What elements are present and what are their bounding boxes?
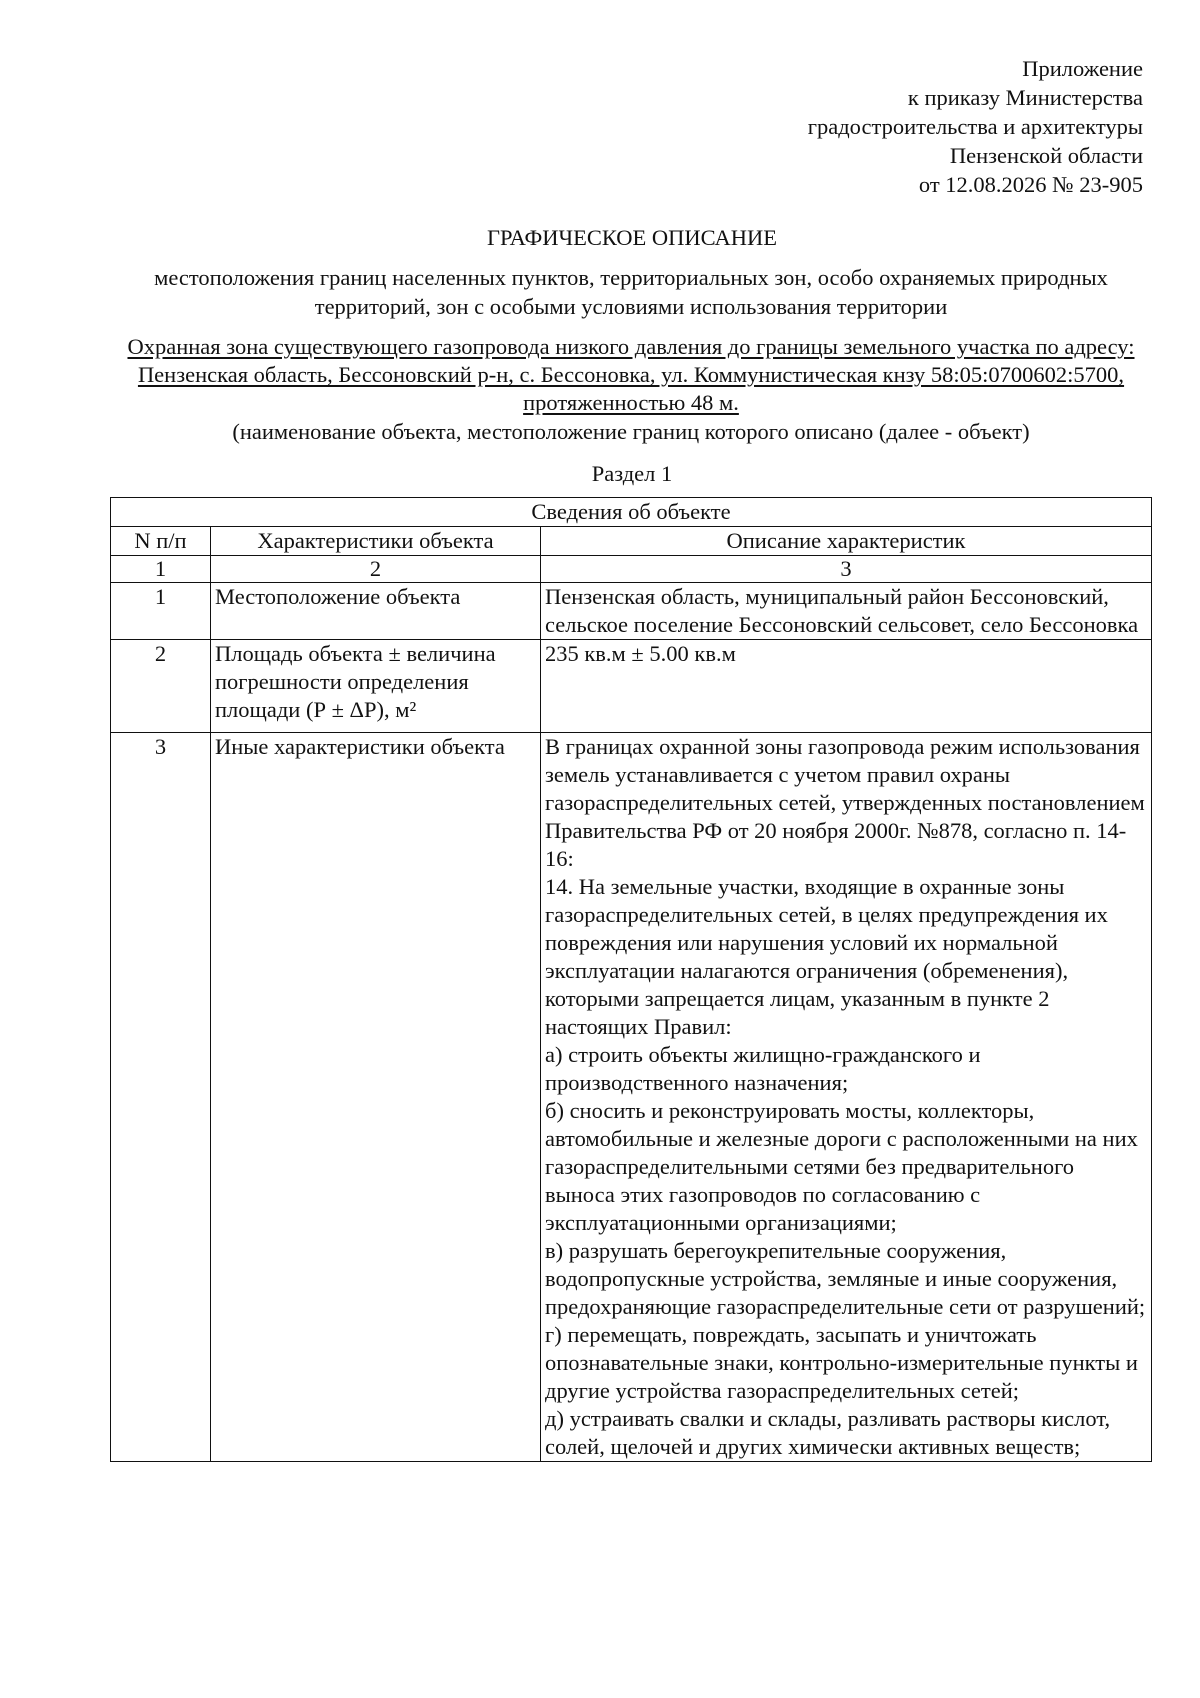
section-title: Раздел 1 xyxy=(591,461,673,486)
table-caption: Сведения об объекте xyxy=(111,498,1152,527)
object-info-table xyxy=(110,497,1152,1462)
description-paragraph: В границах охранной зоны газопровода режим использования земель устанавливается с учетом правил охраны газораспределительных сетей, утвержденных постановлением Правительства РФ от 20 ноября 2000г. №878, согласно п. 14-16: xyxy=(545,734,1145,871)
appendix-line: к приказу Министерства xyxy=(907,85,1143,110)
row-number: 3 xyxy=(111,733,211,1462)
description-paragraph: а) строить объекты жилищно-гражданского и производственного назначения; xyxy=(545,1042,981,1095)
header-characteristic: Характеристики объекта xyxy=(211,527,541,556)
row-number: 1 xyxy=(111,583,211,640)
column-number: 3 xyxy=(541,556,1152,583)
document-title: ГРАФИЧЕСКОЕ ОПИСАНИЕ xyxy=(486,225,778,250)
table-row xyxy=(111,640,1152,733)
row-characteristic: Местоположение объекта xyxy=(211,583,541,640)
document-subtitle: местоположения границ населенных пунктов, территориальных зон, особо охраняемых природных территорий, зон с особыми условиями использования территории xyxy=(154,265,1108,319)
object-caption: (наименование объекта, местоположение границ которого описано (далее - объект) xyxy=(232,419,1030,444)
table-row xyxy=(111,583,1152,640)
appendix-block xyxy=(808,54,1143,199)
column-number: 1 xyxy=(111,556,211,583)
row-number: 2 xyxy=(111,640,211,733)
header-number: N п/п xyxy=(111,527,211,556)
row-description: Пензенская область, муниципальный район Бессоновский, сельское поселение Бессоновский сельсовет, село Бессоновка xyxy=(541,583,1152,640)
object-name: Охранная зона существующего газопровода низкого давления до границы земельного участка по адресу: Пензенская область, Бессоновский р-н, с. Бессоновка, ул. Коммунистическая кнзу 58:05:0700602:5700, протяженностью 48 м. xyxy=(127,334,1135,415)
row-description-block xyxy=(541,733,1152,1462)
appendix-line: градостроительства и архитектуры xyxy=(807,114,1143,139)
appendix-order-date: от 12.08.2026 № 23-905 xyxy=(918,172,1143,197)
table-caption-row xyxy=(111,498,1152,527)
table-column-numbers-row xyxy=(111,556,1152,583)
header-description: Описание характеристик xyxy=(541,527,1152,556)
column-number: 2 xyxy=(211,556,541,583)
description-paragraph: в) разрушать берегоукрепительные сооружения, водопропускные устройства, земляные и иные сооружения, предохраняющие газораспределительные сети от разрушений; xyxy=(545,1238,1146,1319)
appendix-line: Пензенской области xyxy=(949,143,1143,168)
row-characteristic: Иные характеристики объекта xyxy=(211,733,541,1462)
row-characteristic: Площадь объекта ± величина погрешности определения площади (Р ± ΔР), м² xyxy=(211,640,541,733)
description-paragraph: б) сносить и реконструировать мосты, коллекторы, автомобильные и железные дороги с расположенными на них газораспределительными сетями без предварительного выноса этих газопроводов по согласованию с эксплуатационными организациями; xyxy=(545,1098,1138,1235)
row-description: 235 кв.м ± 5.00 кв.м xyxy=(541,640,1152,733)
description-paragraph: д) устраивать свалки и склады, разливать растворы кислот, солей, щелочей и других химически активных веществ; xyxy=(545,1406,1111,1459)
table-header-row xyxy=(111,527,1152,556)
description-paragraph: 14. На земельные участки, входящие в охранные зоны газораспределительных сетей, в целях предупреждения их повреждения или нарушения условий их нормальной эксплуатации налагаются ограничения (обременения), которыми запрещается лицам, указанным в пункте 2 настоящих Правил: xyxy=(545,874,1108,1039)
appendix-line: Приложение xyxy=(1022,56,1143,81)
table-row xyxy=(111,733,1152,1462)
description-paragraph: г) перемещать, повреждать, засыпать и уничтожать опознавательные знаки, контрольно-измерительные пункты и другие устройства газораспределительных сетей; xyxy=(545,1322,1138,1403)
